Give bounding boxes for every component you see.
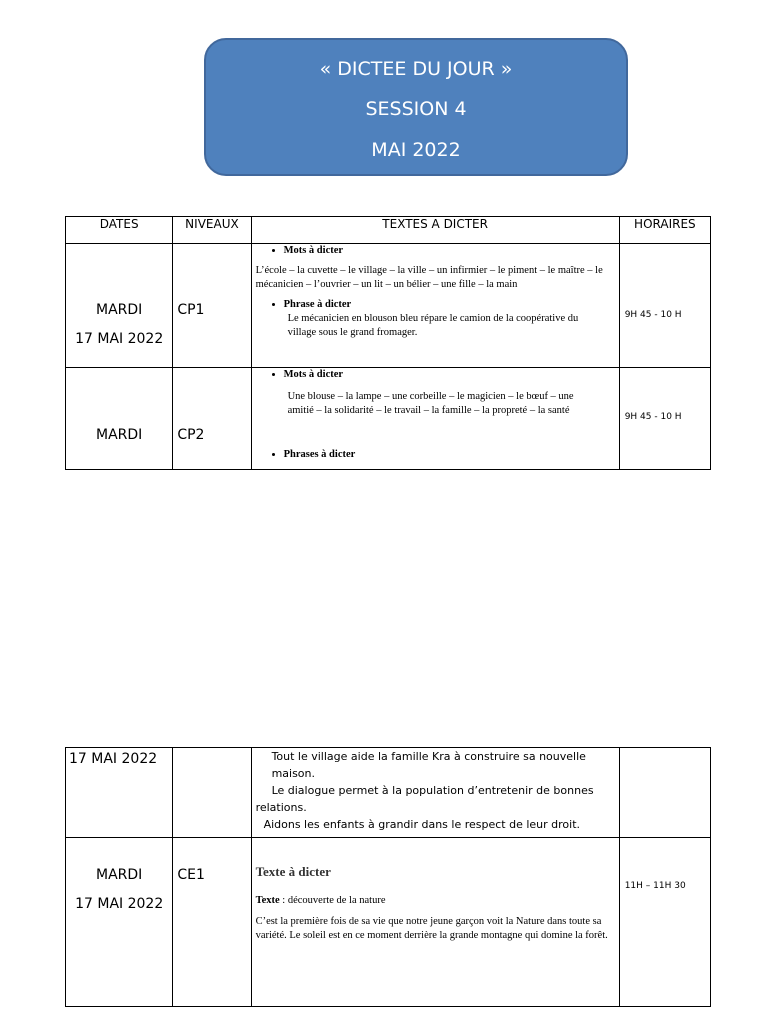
time-value: 9H 45 - 10 H bbox=[624, 412, 682, 422]
sentence-1: Tout le village aide la famille Kra à construire sa nouvelle maison. bbox=[271, 750, 586, 780]
table-row-ce1 bbox=[66, 838, 711, 1007]
text-cell bbox=[251, 368, 619, 470]
texte-paragraph: C’est la première fois de sa vie que notre jeune garçon voit la Nature dans toute sa variété. Le soleil est en ce moment derrière la grande montagne qui domine la forêt. bbox=[255, 916, 608, 941]
header-horaires: HORAIRES bbox=[619, 217, 710, 244]
text-cell bbox=[251, 838, 619, 1007]
texte-subtitle bbox=[256, 894, 386, 908]
level-label: CP2 bbox=[177, 427, 205, 443]
level-label: CP1 bbox=[177, 302, 205, 318]
title-line-3: MAI 2022 bbox=[371, 139, 461, 161]
table-row-continued bbox=[66, 748, 711, 838]
time-value: 11H – 11H 30 bbox=[624, 881, 686, 891]
title-line-1: « DICTEE DU JOUR » bbox=[319, 58, 513, 80]
mots-text: Une blouse – la lampe – une corbeille – le magicien – le bœuf – une amitié – la solidarité – le travail – la famille – la propreté – la santé bbox=[287, 391, 574, 416]
table-header-row bbox=[66, 217, 711, 244]
time-value: 9H 45 - 10 H bbox=[624, 310, 682, 320]
time-cell bbox=[619, 368, 710, 470]
time-cell bbox=[619, 748, 710, 838]
time-cell bbox=[619, 244, 710, 368]
texte-label: Texte à dicter bbox=[255, 864, 331, 879]
header-niveaux: NIVEAUX bbox=[173, 217, 251, 244]
sentence-2: Le dialogue permet à la population d’entretenir de bonnes relations. bbox=[255, 784, 594, 814]
date-cell bbox=[66, 368, 173, 470]
mots-label: • Mots à dicter bbox=[284, 244, 619, 258]
title-line-2: SESSION 4 bbox=[365, 98, 467, 120]
level-label: CE1 bbox=[177, 867, 205, 883]
time-cell bbox=[619, 838, 710, 1007]
date-day: MARDI bbox=[96, 302, 143, 318]
texte-sub-label: Texte bbox=[255, 895, 280, 906]
level-cell bbox=[173, 748, 251, 838]
date-cell bbox=[66, 838, 173, 1007]
mots-label: • Mots à dicter bbox=[284, 368, 619, 382]
texte-sub-text: : découverte de la nature bbox=[279, 895, 386, 906]
mots-text: L’école – la cuvette – le village – la ville – un infirmier – le piment – le maître – le mécanicien – l’ouvrier – un lit – un bélier – une fille – la main bbox=[255, 265, 603, 290]
schedule-table-continued bbox=[65, 747, 711, 1007]
date-day: MARDI bbox=[96, 867, 143, 883]
date-full: 17 MAI 2022 bbox=[75, 331, 164, 347]
level-cell bbox=[173, 368, 251, 470]
phrase-text: Le mécanicien en blouson bleu répare le camion de la coopérative du village sous le grand fromager. bbox=[287, 313, 579, 338]
text-cell bbox=[251, 244, 619, 368]
date-cell bbox=[66, 748, 173, 838]
date-day: MARDI bbox=[96, 427, 143, 443]
text-cell bbox=[251, 748, 619, 838]
date-full: 17 MAI 2022 bbox=[69, 751, 158, 767]
sentence-3: Aidons les enfants à grandir dans le respect de leur droit. bbox=[263, 818, 581, 831]
date-full: 17 MAI 2022 bbox=[75, 896, 164, 912]
table-row-cp2 bbox=[66, 368, 711, 470]
header-dates: DATES bbox=[66, 217, 173, 244]
phrases-label: • Phrases à dicter bbox=[284, 448, 356, 462]
date-cell bbox=[66, 244, 173, 368]
table-row-cp1 bbox=[66, 244, 711, 368]
phrase-label: • Phrase à dicter bbox=[284, 298, 619, 312]
schedule-table bbox=[65, 216, 711, 470]
header-textes: TEXTES A DICTER bbox=[251, 217, 619, 244]
level-cell bbox=[173, 244, 251, 368]
title-banner bbox=[204, 38, 628, 176]
level-cell bbox=[173, 838, 251, 1007]
